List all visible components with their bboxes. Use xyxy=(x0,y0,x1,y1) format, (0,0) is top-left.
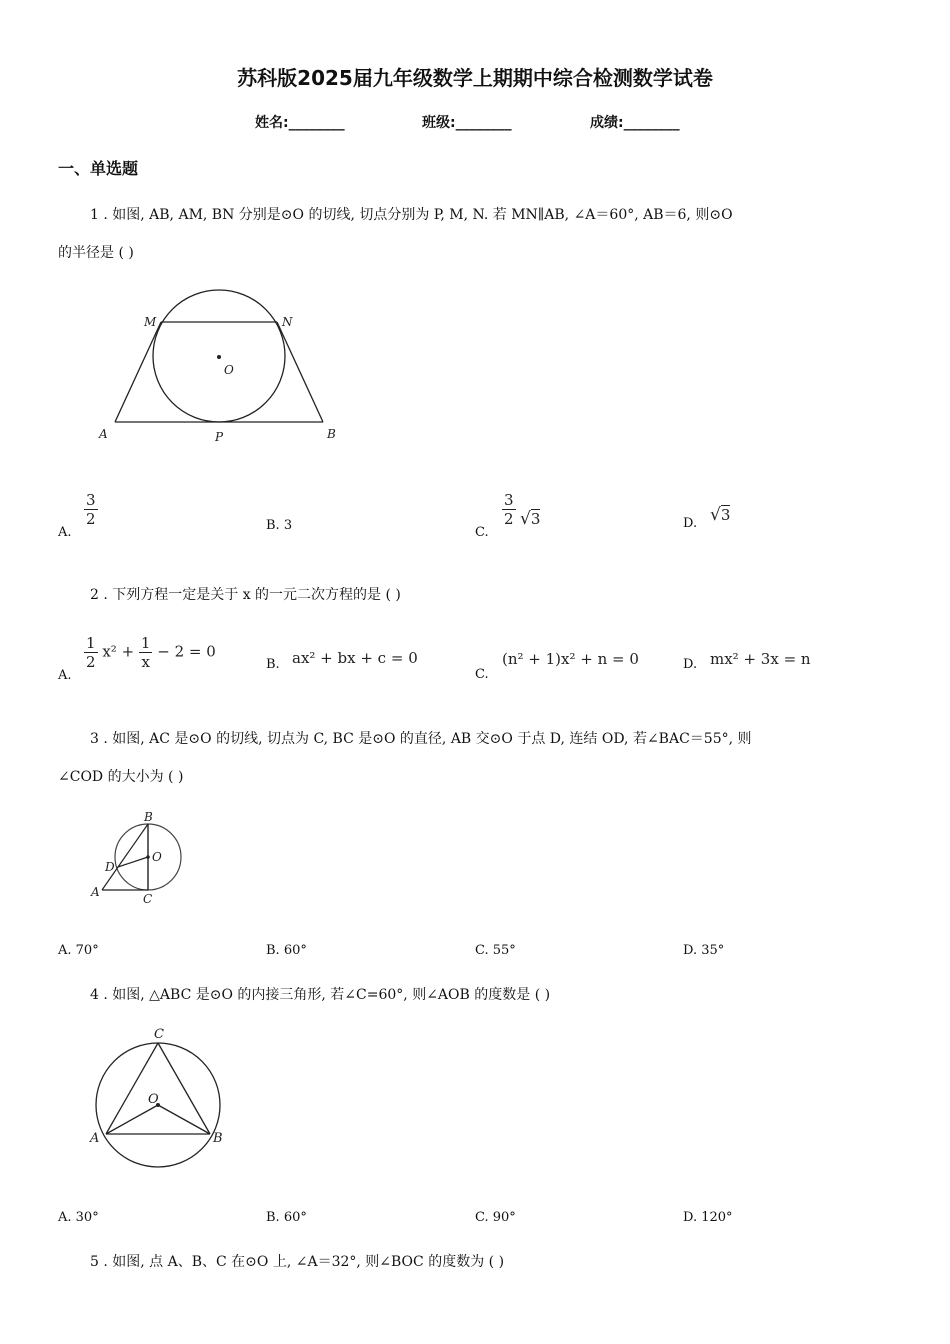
q1-option-d[interactable] xyxy=(683,516,697,531)
question-1-figure xyxy=(95,280,355,450)
label-P: P xyxy=(215,430,224,444)
q2-option-b-equation: ax² + bx + c = 0 xyxy=(292,649,418,667)
label-A: A xyxy=(99,427,108,441)
option-letter: D. xyxy=(683,657,698,672)
question-4-text: 4 . 如图, △ABC 是⊙O 的内接三角形, 若∠C=60°, 则∠AOB 的度数是 ( ) xyxy=(90,987,551,1003)
label-O: O xyxy=(148,1092,159,1107)
label-B: B xyxy=(213,1131,223,1146)
label-O: O xyxy=(152,850,162,864)
q4-option-b[interactable]: B. 60° xyxy=(266,1210,307,1225)
q3-option-a[interactable]: A. 70° xyxy=(58,943,99,958)
option-letter: B. xyxy=(266,657,280,672)
q4-option-a[interactable]: A. 30° xyxy=(58,1210,99,1225)
question-3-text-cont: ∠COD 的大小为 ( ) xyxy=(58,769,184,785)
question-2-text: 2 . 下列方程一定是关于 x 的一元二次方程的是 ( ) xyxy=(90,587,401,603)
option-letter: A. xyxy=(58,668,72,683)
q2-option-b[interactable] xyxy=(266,657,280,672)
q1-option-c[interactable] xyxy=(475,525,489,540)
q2-option-c-equation: (n² + 1)x² + n = 0 xyxy=(502,650,639,668)
q3-option-b[interactable]: B. 60° xyxy=(266,943,307,958)
q4-option-d[interactable]: D. 120° xyxy=(683,1210,733,1225)
numerator: 3 xyxy=(504,491,514,509)
denominator: 2 xyxy=(504,510,514,528)
class-field[interactable]: 班级:________ xyxy=(422,115,512,131)
q2-option-a-equation: $\frac{1}{2}$ x² + $\frac{1}{x}$ − 2 = 0 xyxy=(86,634,216,671)
q1-option-a[interactable] xyxy=(58,525,72,540)
question-3-text: 3 . 如图, AC 是⊙O 的切线, 切点为 C, BC 是⊙O 的直径, AB 交⊙O 于点 D, 连结 OD, 若∠BAC＝55°, 则 xyxy=(90,731,752,747)
label-A: A xyxy=(90,1131,100,1146)
question-1-text: 1 . 如图, AB, AM, BN 分别是⊙O 的切线, 切点分别为 P, M, N. 若 MN∥AB, ∠A＝60°, AB＝6, 则⊙O xyxy=(90,207,733,223)
q3-option-d[interactable]: D. 35° xyxy=(683,943,725,958)
option-letter: D. xyxy=(683,516,698,531)
option-letter: C. xyxy=(475,667,489,682)
question-1-text-cont: 的半径是 ( ) xyxy=(58,245,134,261)
q3-option-c[interactable]: C. 55° xyxy=(475,943,516,958)
q1-option-a-fraction xyxy=(84,491,98,528)
q4-option-c[interactable]: C. 90° xyxy=(475,1210,516,1225)
q1-option-c-root: √3 xyxy=(520,509,541,529)
question-4-figure xyxy=(86,1024,236,1174)
numerator: 3 xyxy=(86,491,96,509)
label-A: A xyxy=(91,885,100,899)
option-letter: B. xyxy=(266,518,280,533)
label-O: O xyxy=(224,363,234,377)
label-C: C xyxy=(154,1027,164,1042)
label-M: M xyxy=(144,315,157,329)
page-title: 苏科版2025届九年级数学上期期中综合检测数学试卷 xyxy=(237,66,713,90)
option-value: 3 xyxy=(283,518,293,533)
name-field[interactable]: 姓名:________ xyxy=(255,115,345,131)
label-B: B xyxy=(144,810,153,824)
question-5-text: 5 . 如图, 点 A、B、C 在⊙O 上, ∠A＝32°, 则∠BOC 的度数为 ( ) xyxy=(90,1254,505,1270)
label-C: C xyxy=(143,892,153,906)
denominator: 2 xyxy=(86,510,96,528)
q2-option-c[interactable] xyxy=(475,667,489,682)
label-B: B xyxy=(327,427,336,441)
q1-option-d-root: √3 xyxy=(710,505,731,525)
q2-option-d[interactable] xyxy=(683,657,697,672)
q2-option-d-equation: mx² + 3x = n xyxy=(710,650,811,668)
score-field[interactable]: 成绩:________ xyxy=(590,115,680,131)
q1-option-b[interactable] xyxy=(266,518,292,533)
option-letter: C. xyxy=(475,525,489,540)
q2-option-a[interactable] xyxy=(58,668,72,683)
q1-option-c-fraction xyxy=(502,491,516,528)
label-D: D xyxy=(105,860,115,874)
question-3-figure xyxy=(88,808,198,908)
label-N: N xyxy=(282,315,293,329)
option-letter: A. xyxy=(58,525,72,540)
section-heading: 一、单选题 xyxy=(58,159,139,178)
